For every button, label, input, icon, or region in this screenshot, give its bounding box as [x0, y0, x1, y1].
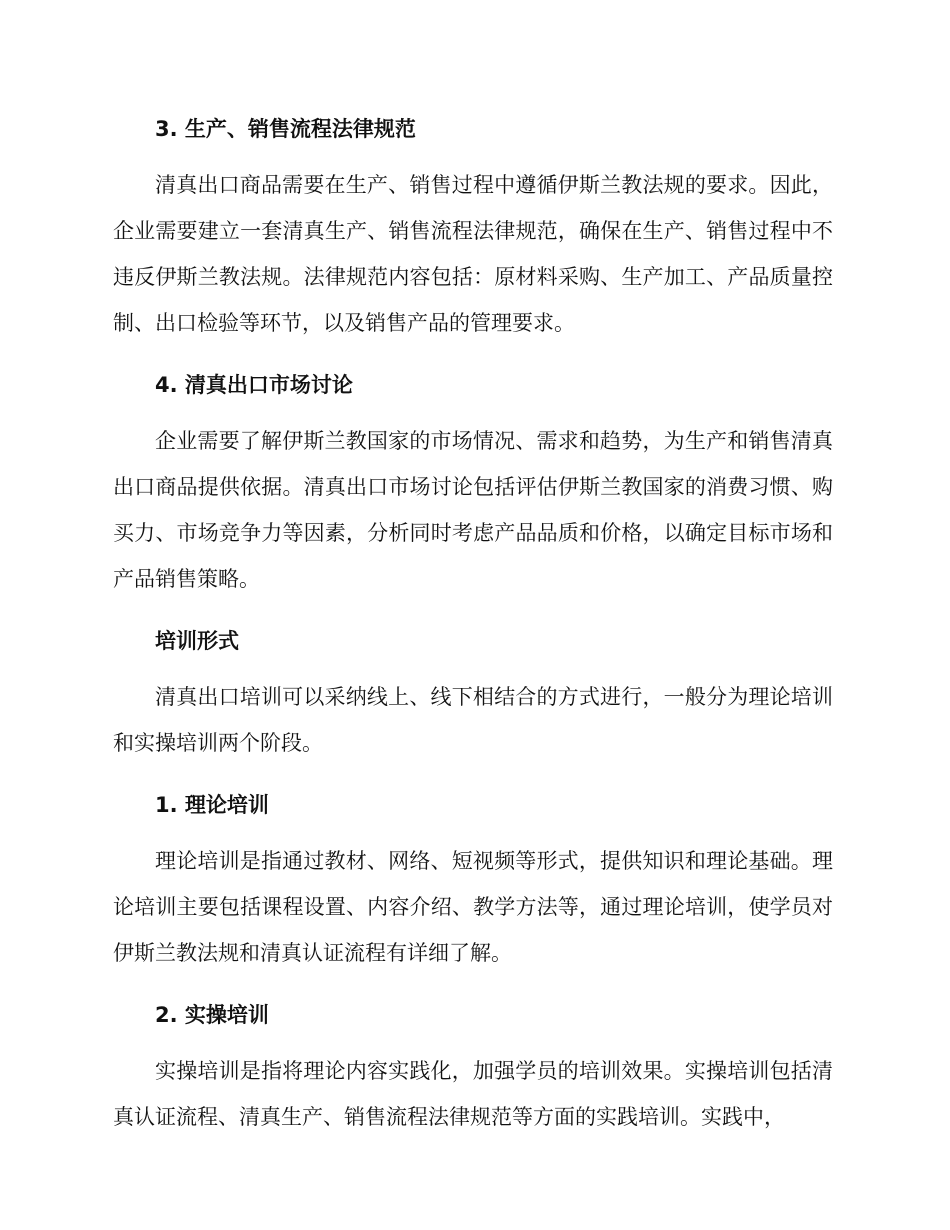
section-paragraph-practical-training: 实操培训是指将理论内容实践化，加强学员的培训效果。实操培训包括清真认证流程、清真生产、销售流程法律规范等方面的实践培训。实践中，	[113, 1059, 833, 1129]
section-heading-training-format: 培训形式	[155, 629, 239, 653]
section-heading-theory-training: 1. 理论培训	[155, 793, 269, 817]
section-paragraph-training-format: 清真出口培训可以采纳线上、线下相结合的方式进行，一般分为理论培训和实操培训两个阶段。	[113, 685, 833, 755]
section-heading-practical-training: 2. 实操培训	[155, 1003, 269, 1027]
section-heading-export-market: 4. 清真出口市场讨论	[155, 373, 353, 397]
section-heading-production-sales-law: 3. 生产、销售流程法律规范	[155, 117, 416, 141]
section-paragraph-production-sales-law: 清真出口商品需要在生产、销售过程中遵循伊斯兰教法规的要求。因此，企业需要建立一套清真生产、销售流程法律规范，确保在生产、销售过程中不违反伊斯兰教法规。法律规范内容包括：原材料采购、生产加工、产品质量控制、出口检验等环节，以及销售产品的管理要求。	[113, 173, 833, 335]
document-body	[113, 108, 833, 1140]
section-paragraph-export-market: 企业需要了解伊斯兰教国家的市场情况、需求和趋势，为生产和销售清真出口商品提供依据。清真出口市场讨论包括评估伊斯兰教国家的消费习惯、购买力、市场竞争力等因素，分析同时考虑产品品质和价格，以确定目标市场和产品销售策略。	[113, 429, 833, 591]
section-paragraph-theory-training: 理论培训是指通过教材、网络、短视频等形式，提供知识和理论基础。理论培训主要包括课程设置、内容介绍、教学方法等，通过理论培训，使学员对伊斯兰教法规和清真认证流程有详细了解。	[113, 849, 833, 965]
